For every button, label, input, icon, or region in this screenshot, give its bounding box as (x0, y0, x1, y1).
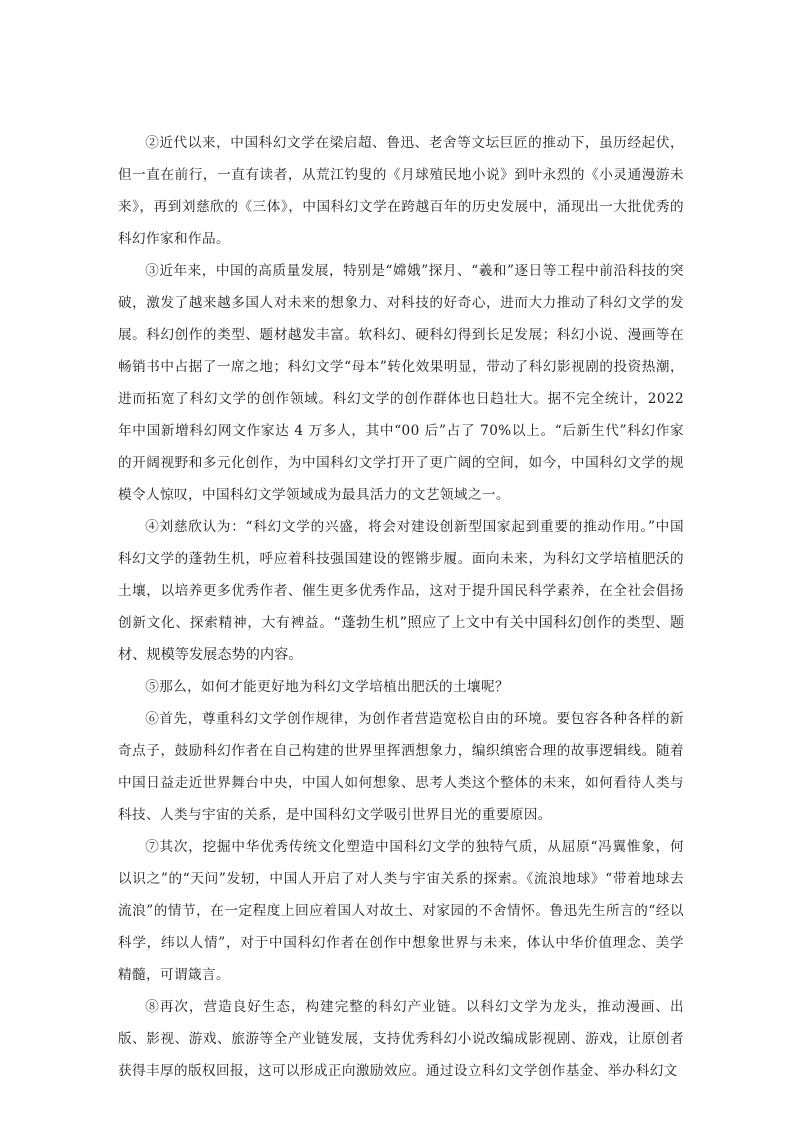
paragraph-text: ⑦其次，挖掘中华优秀传统文化塑造中国科幻文学的独特气质，从屈原“冯翼惟象，何以识之”的“天问”发轫，中国人开启了对人类与宇宙关系的探索。《流浪地球》“带着地球去流浪”的情节，在一定程度上回应着国人对故土、对家园的不舍情怀。鲁迅先生所言的“经以科学，纬以人情”，对于中国科幻作者在创作中想象世界与未来，体认中华价值理念、美学精髓，可谓箴言。 (118, 839, 684, 983)
paragraph-text: ③近年来，中国的高质量发展，特别是“嫦娥”探月、“羲和”逐日等工程中前沿科技的突破，激发了越来越多国人对未来的想象力、对科技的好奇心，进而大力推动了科幻文学的发展。科幻创作的类型、题材越发丰富。软科幻、硬科幻得到长足发展；科幻小说、漫画等在畅销书中占据了一席之地；科幻文学“母本”转化效果明显，带动了科幻影视剧的投资热潮，进而拓宽了科幻文学的创作领域。科幻文学的创作群体也日趋壮大。据不完全统计，2022 年中国新增科幻网文作家达 4 万多人，其中“00 后”占了 70%以上。“后新生代”科幻作家的开阔视野和多元化创作，为中国科幻文学打开了更广阔的空间，如今，中国科幻文学的规模令人惊叹，中国科幻文学领域成为最具活力的文艺领域之一。 (118, 263, 684, 503)
paragraph-text: ⑧再次，营造良好生态，构建完整的科幻产业链。以科幻文学为龙头，推动漫画、出版、影视、游戏、旅游等全产业链发展，支持优秀科幻小说改编成影视剧、游戏，让原创者获得丰厚的版权回报，这可以形成正向激励效应。通过设立科幻文学创作基金、举办科幻文 (118, 999, 684, 1079)
paragraph-2 (118, 127, 684, 255)
paragraph-5 (118, 671, 684, 703)
paragraph-text: ⑥首先，尊重科幻文学创作规律，为创作者营造宽松自由的环境。要包容各种各样的新奇点子，鼓励科幻作者在自己构建的世界里挥洒想象力，编织缜密合理的故事逻辑线。随着中国日益走近世界舞台中央，中国人如何想象、思考人类这个整体的未来，如何看待人类与科技、人类与宇宙的关系，是中国科幻文学吸引世界目光的重要原因。 (118, 711, 684, 823)
paragraph-3 (118, 255, 684, 511)
paragraph-text: ⑤那么，如何才能更好地为科幻文学培植出肥沃的土壤呢？ (145, 679, 510, 695)
paragraph-4 (118, 511, 684, 671)
paragraph-6 (118, 703, 684, 831)
inserted-sentence: “蓬勃生机”照应了上文中有关中国科幻创作的类型、题材、规模等发展态势的内容。 (118, 615, 685, 663)
paragraph-7 (118, 831, 684, 991)
paragraph-8 (118, 991, 684, 1087)
paragraph-text: ④刘慈欣认为：“科幻文学的兴盛，将会对建设创新型国家起到重要的推动作用。”中国科幻文学的蓬勃生机，呼应着科技强国建设的铿锵步履。面向未来，为科幻文学培植肥沃的土壤，以培养更多优秀作者、催生更多优秀作品，这对于提升国民科学素养，在全社会倡扬创新文化、探索精神，大有裨益。 (118, 519, 684, 631)
paragraph-text: ②近代以来，中国科幻文学在梁启超、鲁迅、老舍等文坛巨匠的推动下，虽历经起伏，但一直在前行，一直有读者，从荒江钓叟的《月球殖民地小说》到叶永烈的《小灵通漫游未来》，再到刘慈欣的《三体》，中国科幻文学在跨越百年的历史发展中，涌现出一大批优秀的科幻作家和作品。 (118, 135, 684, 247)
document-body (118, 127, 684, 1087)
